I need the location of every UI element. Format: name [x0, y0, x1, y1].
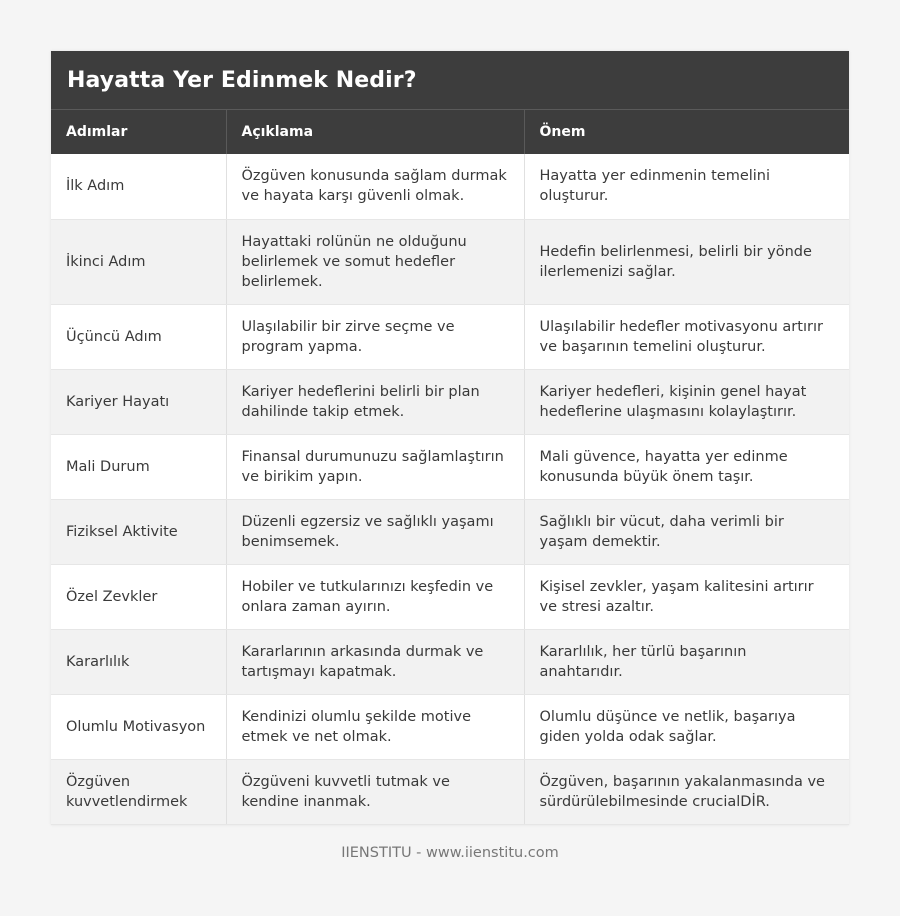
cell-step: Üçüncü Adım	[51, 304, 226, 369]
cell-description: Kariyer hedeflerini belirli bir plan dahilinde takip etmek.	[226, 369, 524, 434]
cell-description: Ulaşılabilir bir zirve seçme ve program yapma.	[226, 304, 524, 369]
cell-step: İlk Adım	[51, 154, 226, 219]
header-row	[51, 110, 849, 154]
table-row	[51, 564, 849, 629]
cell-description: Kararlarının arkasında durmak ve tartışmayı kapatmak.	[226, 629, 524, 694]
cell-description: Özgüveni kuvvetli tutmak ve kendine inanmak.	[226, 759, 524, 824]
column-header-description: Açıklama	[226, 110, 524, 154]
cell-step: Kararlılık	[51, 629, 226, 694]
cell-step: Fiziksel Aktivite	[51, 499, 226, 564]
cell-importance: Hayatta yer edinmenin temelini oluşturur.	[524, 154, 849, 219]
cell-importance: Ulaşılabilir hedefler motivasyonu artırır ve başarının temelini oluşturur.	[524, 304, 849, 369]
table-row	[51, 154, 849, 219]
table-row	[51, 499, 849, 564]
column-header-steps: Adımlar	[51, 110, 226, 154]
table-row	[51, 694, 849, 759]
cell-step: Özgüven kuvvetlendirmek	[51, 759, 226, 824]
cell-description: Hayattaki rolünün ne olduğunu belirlemek ve somut hedefler belirlemek.	[226, 219, 524, 304]
cell-description: Özgüven konusunda sağlam durmak ve hayata karşı güvenli olmak.	[226, 154, 524, 219]
cell-description: Düzenli egzersiz ve sağlıklı yaşamı benimsemek.	[226, 499, 524, 564]
table-card	[51, 51, 849, 825]
cell-step: İkinci Adım	[51, 219, 226, 304]
cell-importance: Sağlıklı bir vücut, daha verimli bir yaşam demektir.	[524, 499, 849, 564]
table-row	[51, 759, 849, 824]
cell-importance: Özgüven, başarının yakalanmasında ve sürdürülebilmesinde crucialDİR.	[524, 759, 849, 824]
title-bar	[51, 51, 849, 110]
column-header-importance: Önem	[524, 110, 849, 154]
page-title: Hayatta Yer Edinmek Nedir?	[67, 67, 417, 93]
cell-step: Özel Zevkler	[51, 564, 226, 629]
cell-step: Olumlu Motivasyon	[51, 694, 226, 759]
steps-table	[51, 110, 849, 825]
cell-description: Hobiler ve tutkularınızı keşfedin ve onlara zaman ayırın.	[226, 564, 524, 629]
cell-step: Kariyer Hayatı	[51, 369, 226, 434]
cell-importance: Mali güvence, hayatta yer edinme konusunda büyük önem taşır.	[524, 434, 849, 499]
cell-description: Finansal durumunuzu sağlamlaştırın ve birikim yapın.	[226, 434, 524, 499]
footer-credit: IIENSTITU - www.iienstitu.com	[341, 845, 559, 861]
cell-importance: Hedefin belirlenmesi, belirli bir yönde ilerlemenizi sağlar.	[524, 219, 849, 304]
table-row	[51, 219, 849, 304]
table-row	[51, 304, 849, 369]
table-row	[51, 369, 849, 434]
cell-step: Mali Durum	[51, 434, 226, 499]
table-row	[51, 629, 849, 694]
cell-description: Kendinizi olumlu şekilde motive etmek ve net olmak.	[226, 694, 524, 759]
cell-importance: Kariyer hedefleri, kişinin genel hayat hedeflerine ulaşmasını kolaylaştırır.	[524, 369, 849, 434]
cell-importance: Kişisel zevkler, yaşam kalitesini artırır ve stresi azaltır.	[524, 564, 849, 629]
table-row	[51, 434, 849, 499]
cell-importance: Olumlu düşünce ve netlik, başarıya giden yolda odak sağlar.	[524, 694, 849, 759]
cell-importance: Kararlılık, her türlü başarının anahtarıdır.	[524, 629, 849, 694]
